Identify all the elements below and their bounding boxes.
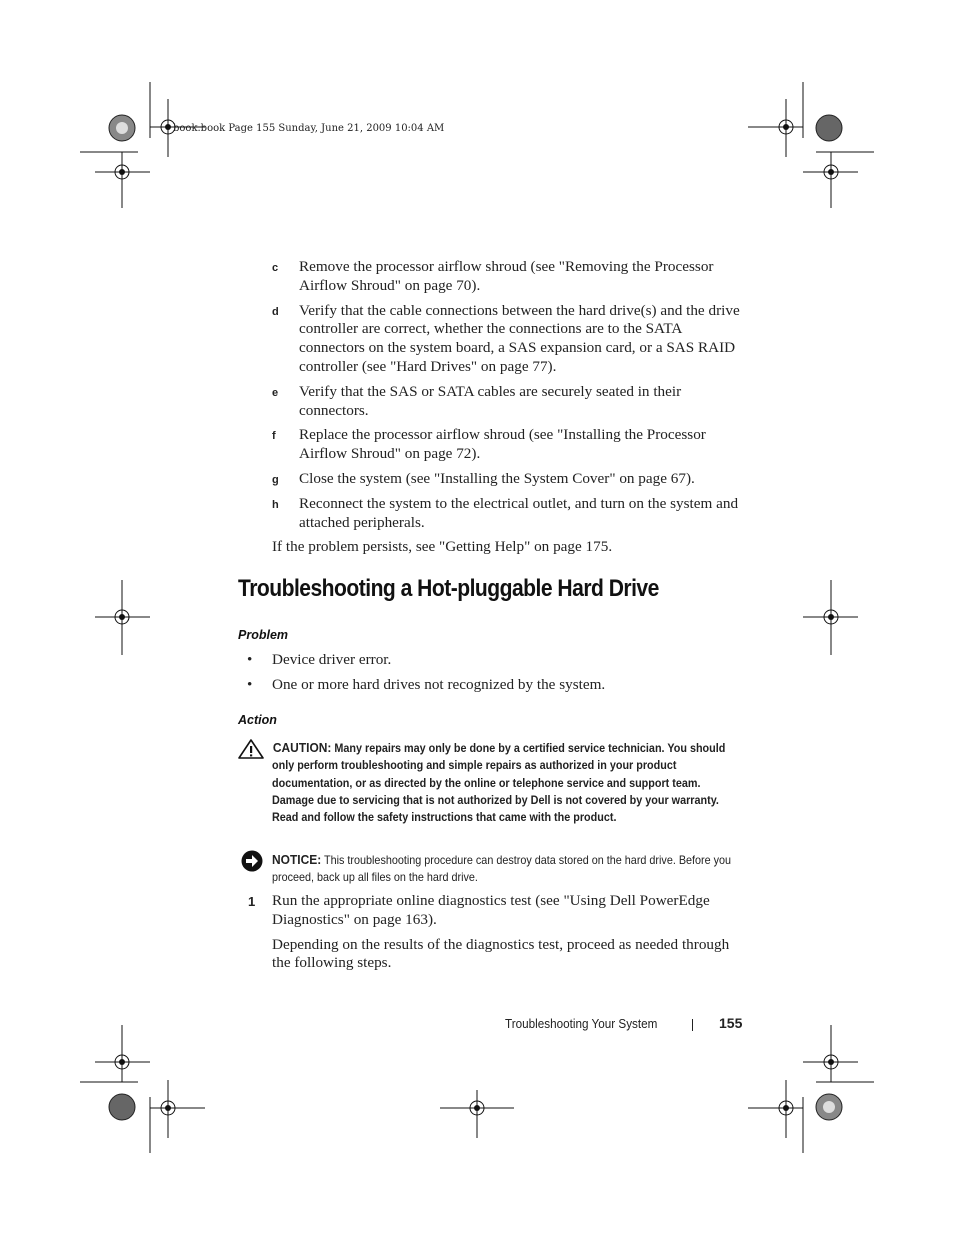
print-header-file-info: book.book Page 155 Sunday, June 21, 2009 10:04 AM (173, 123, 445, 134)
step-item (272, 495, 742, 533)
numbered-step-followup: Depending on the results of the diagnostics test, proceed as needed through the following steps. (272, 935, 730, 972)
notice-icon (240, 849, 264, 873)
step-item (272, 258, 742, 296)
step-letter: d (272, 305, 279, 318)
step-letter: g (272, 473, 279, 486)
step-letter: f (272, 430, 276, 443)
step-item (272, 302, 742, 377)
notice-label: NOTICE: (272, 852, 322, 867)
section-title: Troubleshooting a Hot-pluggable Hard Drive (238, 575, 659, 602)
problem-bullet (247, 676, 605, 695)
numbered-step-text: Run the appropriate online diagnostics test (see "Using Dell PowerEdge Diagnostics" on page 163). (272, 892, 710, 928)
numbered-step (248, 892, 748, 973)
notice-callout (272, 851, 742, 887)
step-text: Reconnect the system to the electrical outlet, and turn on the system and attached peripherals. (299, 494, 739, 531)
problem-bullet (247, 651, 391, 670)
step-item (272, 426, 742, 464)
footer-chapter-title: Troubleshooting Your System (505, 1016, 658, 1031)
step-text: Verify that the SAS or SATA cables are securely seated in their connectors. (299, 382, 682, 419)
step-letter: h (272, 498, 279, 511)
bullet-text: One or more hard drives not recognized by the system. (272, 676, 606, 693)
bullet-dot: • (247, 651, 253, 668)
step-text: Replace the processor airflow shroud (see "Installing the Processor Airflow Shroud" on page 72). (299, 426, 706, 463)
caution-label: CAUTION: (272, 740, 332, 755)
step-text: Close the system (see "Installing the System Cover" on page 67). (299, 469, 695, 487)
caution-callout (272, 739, 742, 826)
step-letter: c (272, 262, 279, 274)
step-number: 1 (248, 894, 256, 909)
step-list (272, 258, 742, 557)
step-text: Verify that the cable connections between the hard drive(s) and the drive controller are correct, whether the connections are to the SATA connectors on the system board, a SAS expansion card, or a SAS RAID controller (see "Hard Drives" on page 77). (299, 301, 740, 375)
step-letter: e (272, 386, 279, 399)
bullet-text: Device driver error. (272, 651, 392, 668)
caution-text: Many repairs may only be done by a certified service technician. You should only perform troubleshooting and simple repairs as authorized in your product documentation, or as directed by the online or telephone service and support team. Damage due to servicing that is not authorized by Dell is not covered by your warranty. Read and follow the safety instructions that came with the product. (272, 741, 726, 825)
problem-label: Problem (238, 628, 289, 642)
footer-divider (692, 1019, 693, 1031)
caution-icon (238, 738, 264, 760)
step-item (272, 383, 742, 421)
page-number: 155 (719, 1015, 743, 1031)
bullet-dot: • (247, 676, 253, 693)
persist-paragraph: If the problem persists, see "Getting Help" on page 175. (272, 538, 613, 556)
step-item (272, 470, 742, 489)
step-text: Remove the processor airflow shroud (see "Removing the Processor Airflow Shroud" on page 70). (299, 258, 714, 294)
notice-text: This troubleshooting procedure can destroy data stored on the hard drive. Before you proceed, back up all files on the hard drive. (272, 853, 732, 885)
action-label: Action (238, 713, 277, 727)
